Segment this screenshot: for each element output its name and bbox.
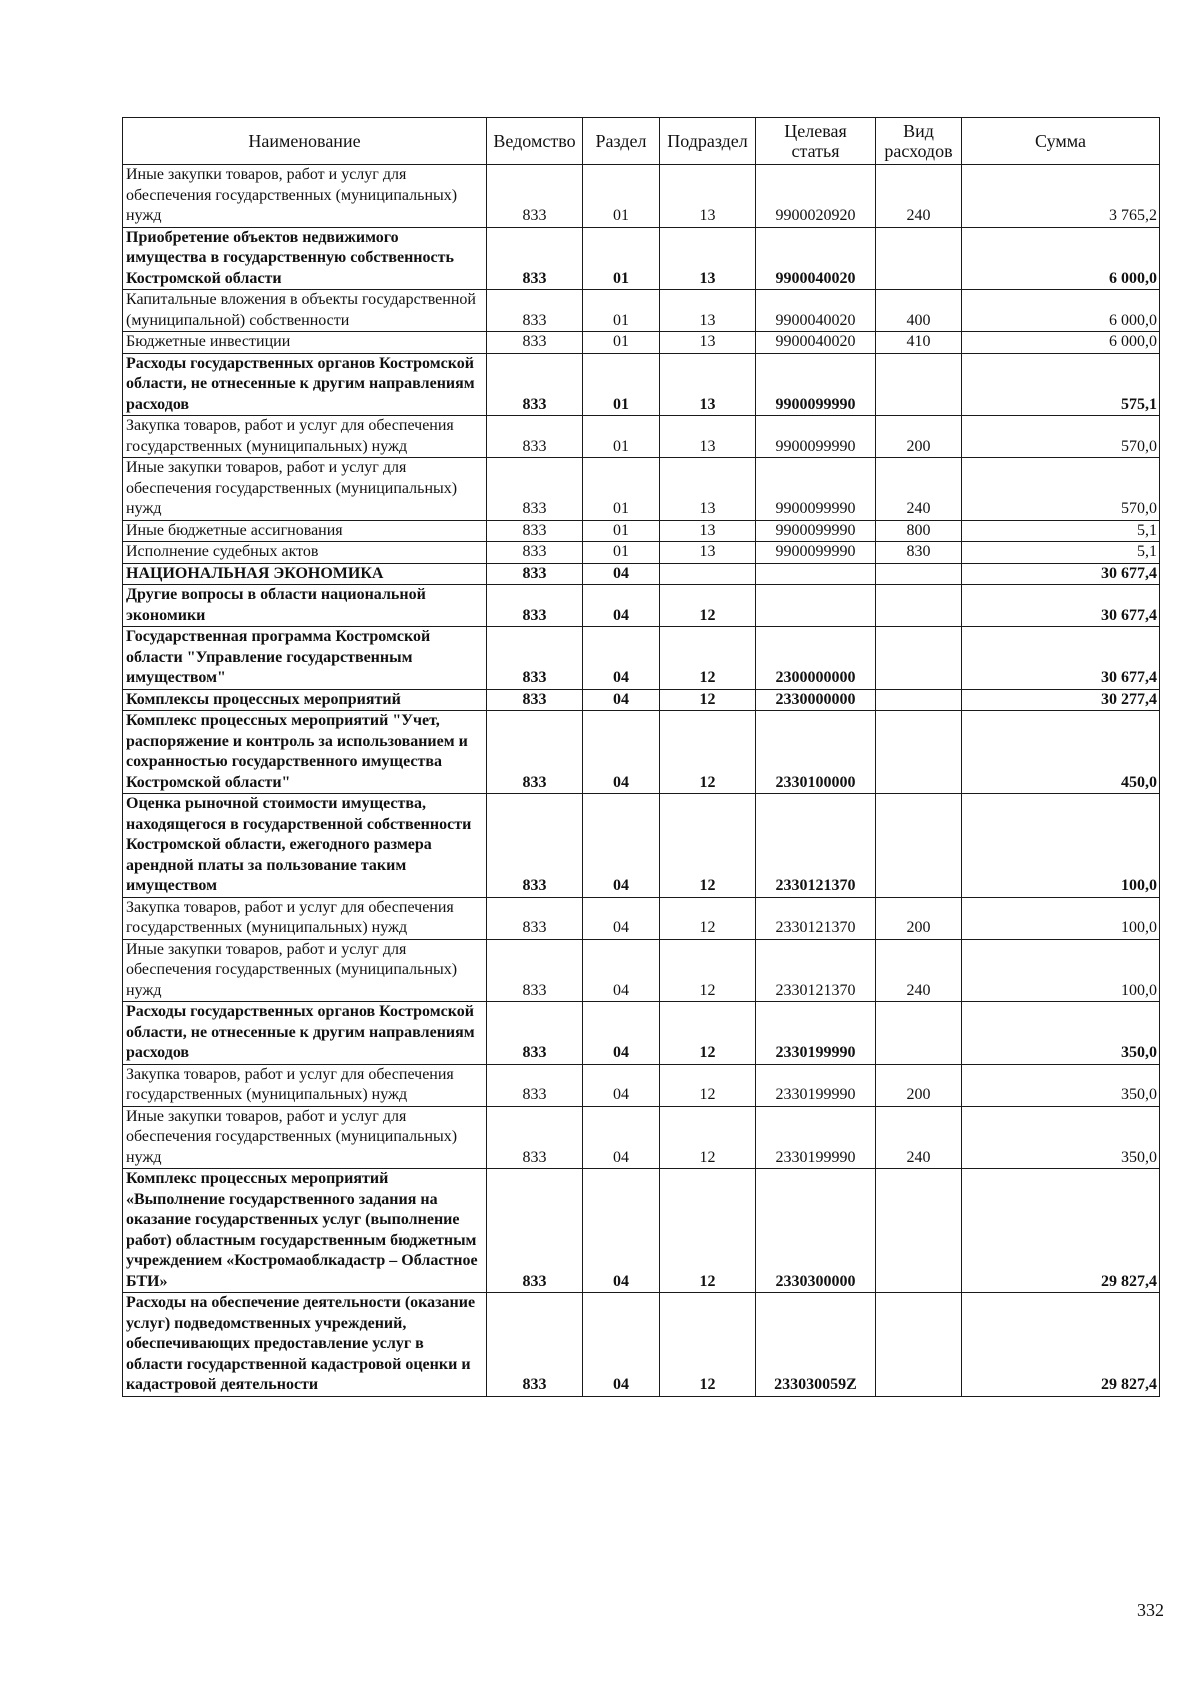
cell-section: 04: [583, 939, 660, 1002]
cell-section: 01: [583, 542, 660, 564]
cell-name: Государственная программа Костромской области "Управление государственным имуществом": [123, 627, 487, 690]
cell-target: 9900040020: [756, 227, 876, 290]
cell-subsection: 13: [660, 520, 756, 542]
cell-name: Расходы государственных органов Костромской области, не отнесенные к другим направлениям расходов: [123, 1002, 487, 1065]
cell-name: Исполнение судебных актов: [123, 542, 487, 564]
cell-sum: 30 677,4: [962, 627, 1160, 690]
cell-target: 2330100000: [756, 711, 876, 794]
table-row: [123, 585, 1160, 627]
cell-subsection: 13: [660, 227, 756, 290]
cell-agency: 833: [487, 1064, 583, 1106]
header-sum: Сумма: [962, 118, 1160, 165]
table-row: [123, 1169, 1160, 1293]
cell-section: 04: [583, 1064, 660, 1106]
cell-subsection: 12: [660, 689, 756, 711]
cell-name: Расходы государственных органов Костромской области, не отнесенные к другим направлениям расходов: [123, 353, 487, 416]
table-row: [123, 1064, 1160, 1106]
table-row: [123, 416, 1160, 458]
table-row: [123, 1002, 1160, 1065]
cell-section: 01: [583, 165, 660, 228]
cell-subsection: 13: [660, 165, 756, 228]
cell-agency: 833: [487, 563, 583, 585]
cell-kind: 800: [876, 520, 962, 542]
cell-sum: 6 000,0: [962, 227, 1160, 290]
cell-section: 04: [583, 897, 660, 939]
cell-target: 9900099990: [756, 520, 876, 542]
cell-kind: 240: [876, 458, 962, 521]
cell-section: 01: [583, 290, 660, 332]
cell-agency: 833: [487, 1106, 583, 1169]
cell-target: 9900099990: [756, 542, 876, 564]
page-number: 332: [1137, 1600, 1164, 1620]
cell-kind: 200: [876, 897, 962, 939]
cell-agency: 833: [487, 627, 583, 690]
cell-kind: 200: [876, 416, 962, 458]
cell-section: 04: [583, 1293, 660, 1397]
cell-subsection: 12: [660, 1169, 756, 1293]
cell-agency: 833: [487, 458, 583, 521]
cell-subsection: 13: [660, 290, 756, 332]
cell-name: Иные закупки товаров, работ и услуг для обеспечения государственных (муниципальных) нужд: [123, 939, 487, 1002]
cell-name: Комплексы процессных мероприятий: [123, 689, 487, 711]
cell-sum: 450,0: [962, 711, 1160, 794]
cell-kind: [876, 627, 962, 690]
cell-target: 9900020920: [756, 165, 876, 228]
cell-subsection: 12: [660, 939, 756, 1002]
cell-section: 01: [583, 227, 660, 290]
cell-sum: 5,1: [962, 542, 1160, 564]
cell-agency: 833: [487, 1293, 583, 1397]
cell-target: 9900099990: [756, 416, 876, 458]
cell-kind: [876, 563, 962, 585]
table-row: [123, 542, 1160, 564]
cell-agency: 833: [487, 689, 583, 711]
cell-subsection: 12: [660, 711, 756, 794]
cell-agency: 833: [487, 165, 583, 228]
cell-target: 2330121370: [756, 794, 876, 898]
cell-target: 2330121370: [756, 897, 876, 939]
cell-target: [756, 585, 876, 627]
cell-name: Иные закупки товаров, работ и услуг для обеспечения государственных (муниципальных) нужд: [123, 1106, 487, 1169]
cell-agency: 833: [487, 711, 583, 794]
cell-subsection: 12: [660, 1064, 756, 1106]
table-row: [123, 711, 1160, 794]
cell-name: Иные закупки товаров, работ и услуг для обеспечения государственных (муниципальных) нужд: [123, 458, 487, 521]
header-subsection: Подраздел: [660, 118, 756, 165]
cell-subsection: 13: [660, 332, 756, 354]
table-row: [123, 794, 1160, 898]
cell-section: 04: [583, 711, 660, 794]
cell-agency: 833: [487, 1002, 583, 1065]
header-row: [123, 118, 1160, 165]
table-header: [123, 118, 1160, 165]
cell-target: 9900099990: [756, 353, 876, 416]
cell-subsection: 12: [660, 1293, 756, 1397]
cell-target: 9900099990: [756, 458, 876, 521]
cell-section: 04: [583, 794, 660, 898]
table-row: [123, 627, 1160, 690]
cell-target: 2330121370: [756, 939, 876, 1002]
cell-sum: 29 827,4: [962, 1169, 1160, 1293]
cell-kind: [876, 1002, 962, 1065]
cell-name: Комплекс процессных мероприятий "Учет, распоряжение и контроль за использованием и сохранностью государственного имущества Костромской области": [123, 711, 487, 794]
cell-section: 04: [583, 689, 660, 711]
cell-kind: [876, 1293, 962, 1397]
cell-kind: [876, 585, 962, 627]
cell-name: Бюджетные инвестиции: [123, 332, 487, 354]
cell-sum: 100,0: [962, 794, 1160, 898]
cell-sum: 350,0: [962, 1106, 1160, 1169]
cell-name: Иные закупки товаров, работ и услуг для обеспечения государственных (муниципальных) нужд: [123, 165, 487, 228]
cell-sum: 100,0: [962, 897, 1160, 939]
cell-sum: 570,0: [962, 458, 1160, 521]
budget-table: [122, 117, 1160, 1397]
cell-sum: 6 000,0: [962, 332, 1160, 354]
cell-name: Закупка товаров, работ и услуг для обеспечения государственных (муниципальных) нужд: [123, 897, 487, 939]
cell-name: Расходы на обеспечение деятельности (оказание услуг) подведомственных учреждений, обеспечивающих предоставление услуг в области государственной кадастровой оценки и кадастровой деятельности: [123, 1293, 487, 1397]
cell-name: Закупка товаров, работ и услуг для обеспечения государственных (муниципальных) нужд: [123, 416, 487, 458]
cell-name: Комплекс процессных мероприятий «Выполнение государственного задания на оказание государственных услуг (выполнение работ) областным государственным бюджетным учреждением «Костромаоблкадастр – Областное БТИ»: [123, 1169, 487, 1293]
table-row: [123, 939, 1160, 1002]
cell-target: 233030059Z: [756, 1293, 876, 1397]
table-row: [123, 165, 1160, 228]
cell-section: 04: [583, 627, 660, 690]
table-row: [123, 563, 1160, 585]
cell-kind: [876, 1169, 962, 1293]
cell-sum: 3 765,2: [962, 165, 1160, 228]
cell-sum: 30 677,4: [962, 585, 1160, 627]
cell-agency: 833: [487, 585, 583, 627]
cell-sum: 6 000,0: [962, 290, 1160, 332]
cell-name: Иные бюджетные ассигнования: [123, 520, 487, 542]
cell-kind: [876, 353, 962, 416]
cell-section: 01: [583, 520, 660, 542]
cell-kind: 240: [876, 1106, 962, 1169]
cell-name: Закупка товаров, работ и услуг для обеспечения государственных (муниципальных) нужд: [123, 1064, 487, 1106]
cell-subsection: 12: [660, 627, 756, 690]
cell-subsection: 13: [660, 416, 756, 458]
cell-section: 04: [583, 1106, 660, 1169]
cell-target: 2330199990: [756, 1002, 876, 1065]
cell-kind: 240: [876, 939, 962, 1002]
cell-agency: 833: [487, 897, 583, 939]
cell-target: 2330199990: [756, 1064, 876, 1106]
cell-target: 2330000000: [756, 689, 876, 711]
cell-subsection: 12: [660, 585, 756, 627]
header-section: Раздел: [583, 118, 660, 165]
cell-agency: 833: [487, 1169, 583, 1293]
cell-name: Приобретение объектов недвижимого имущества в государственную собственность Костромской области: [123, 227, 487, 290]
cell-sum: 350,0: [962, 1064, 1160, 1106]
cell-target: 2300000000: [756, 627, 876, 690]
cell-agency: 833: [487, 794, 583, 898]
cell-agency: 833: [487, 227, 583, 290]
cell-kind: [876, 689, 962, 711]
cell-agency: 833: [487, 520, 583, 542]
cell-section: 04: [583, 1002, 660, 1065]
cell-subsection: [660, 563, 756, 585]
table-row: [123, 227, 1160, 290]
cell-sum: 350,0: [962, 1002, 1160, 1065]
cell-section: 04: [583, 1169, 660, 1293]
table-row: [123, 520, 1160, 542]
cell-agency: 833: [487, 542, 583, 564]
table-body: [123, 165, 1160, 1397]
cell-target: 2330199990: [756, 1106, 876, 1169]
table-row: [123, 458, 1160, 521]
header-kind: Вид расходов: [876, 118, 962, 165]
cell-sum: 100,0: [962, 939, 1160, 1002]
cell-kind: 830: [876, 542, 962, 564]
cell-agency: 833: [487, 332, 583, 354]
cell-name: Оценка рыночной стоимости имущества, находящегося в государственной собственности Костромской области, ежегодного размера арендной платы за пользование таким имуществом: [123, 794, 487, 898]
table-row: [123, 689, 1160, 711]
cell-section: 01: [583, 416, 660, 458]
cell-name: Другие вопросы в области национальной экономики: [123, 585, 487, 627]
cell-target: 2330300000: [756, 1169, 876, 1293]
table-row: [123, 1293, 1160, 1397]
table-row: [123, 353, 1160, 416]
cell-agency: 833: [487, 939, 583, 1002]
cell-subsection: 12: [660, 897, 756, 939]
cell-target: 9900040020: [756, 290, 876, 332]
table-row: [123, 897, 1160, 939]
cell-target: 9900040020: [756, 332, 876, 354]
header-target: Целевая статья: [756, 118, 876, 165]
cell-subsection: 13: [660, 353, 756, 416]
table-row: [123, 332, 1160, 354]
cell-name: НАЦИОНАЛЬНАЯ ЭКОНОМИКА: [123, 563, 487, 585]
cell-section: 04: [583, 563, 660, 585]
cell-subsection: 13: [660, 542, 756, 564]
cell-sum: 30 277,4: [962, 689, 1160, 711]
cell-kind: 400: [876, 290, 962, 332]
cell-kind: 240: [876, 165, 962, 228]
cell-kind: [876, 794, 962, 898]
cell-sum: 5,1: [962, 520, 1160, 542]
cell-kind: [876, 227, 962, 290]
cell-target: [756, 563, 876, 585]
cell-kind: [876, 711, 962, 794]
header-agency: Ведомство: [487, 118, 583, 165]
cell-sum: 575,1: [962, 353, 1160, 416]
cell-section: 01: [583, 332, 660, 354]
cell-sum: 29 827,4: [962, 1293, 1160, 1397]
cell-sum: 30 677,4: [962, 563, 1160, 585]
cell-agency: 833: [487, 290, 583, 332]
header-name: Наименование: [123, 118, 487, 165]
cell-kind: 410: [876, 332, 962, 354]
cell-name: Капитальные вложения в объекты государственной (муниципальной) собственности: [123, 290, 487, 332]
cell-subsection: 12: [660, 1002, 756, 1065]
cell-sum: 570,0: [962, 416, 1160, 458]
cell-subsection: 13: [660, 458, 756, 521]
cell-section: 01: [583, 458, 660, 521]
cell-subsection: 12: [660, 1106, 756, 1169]
cell-section: 04: [583, 585, 660, 627]
table-row: [123, 290, 1160, 332]
cell-kind: 200: [876, 1064, 962, 1106]
cell-agency: 833: [487, 353, 583, 416]
cell-section: 01: [583, 353, 660, 416]
cell-agency: 833: [487, 416, 583, 458]
table-row: [123, 1106, 1160, 1169]
cell-subsection: 12: [660, 794, 756, 898]
